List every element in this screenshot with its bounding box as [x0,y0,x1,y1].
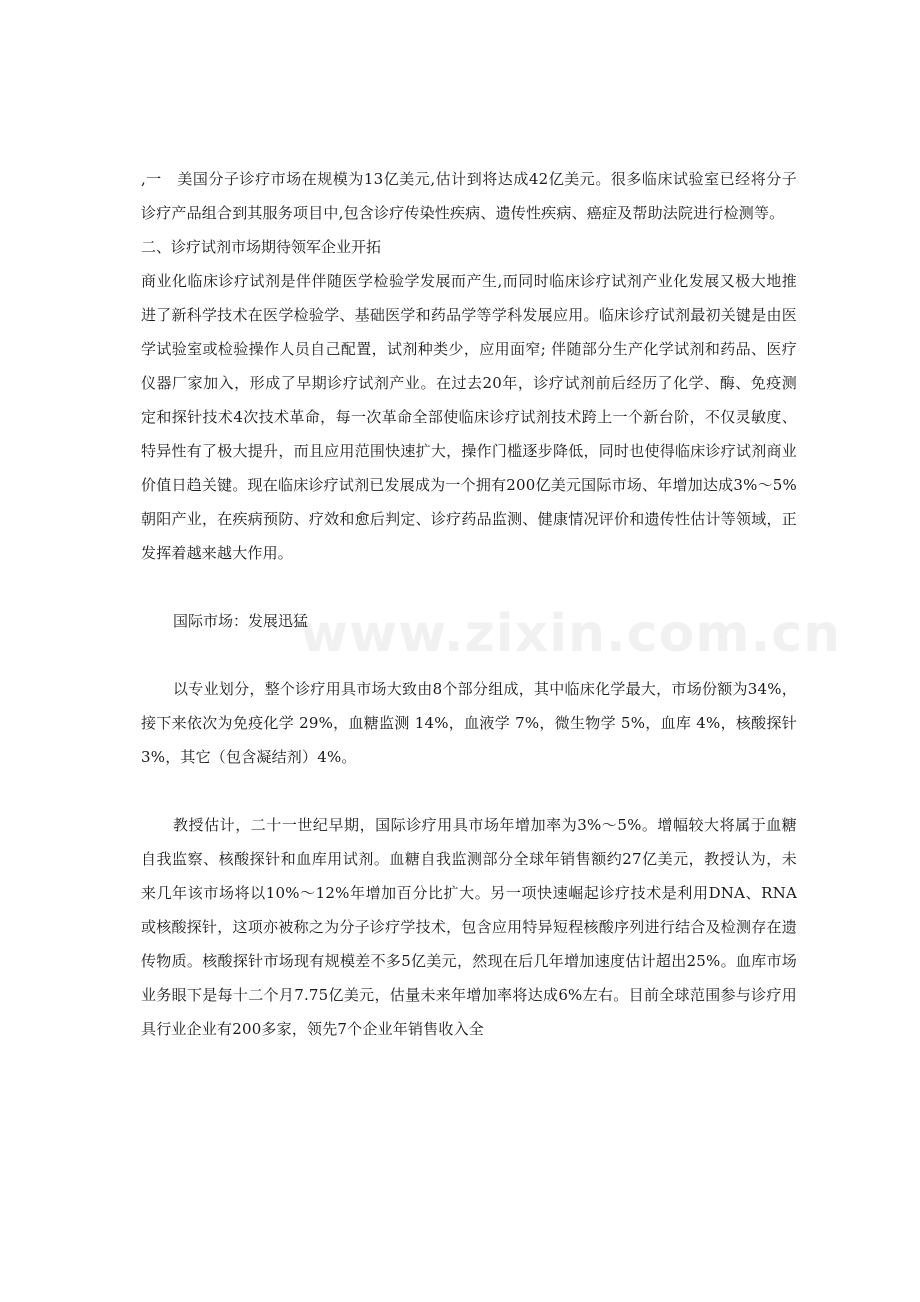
watermark: www.zixin.com.cn [300,604,842,664]
spacer [141,638,797,672]
paragraph-reagent-industry: 商业化临床诊疗试剂是伴伴随医学检验学发展而产生,而同时临床诊疗试剂产业化发展又极大地推进了新科学技术在医学检验学、基础医学和药品学等学科发展应用。临床诊疗试剂最初关键是由医学试验室或检验操作人员自己配置，试剂种类少，应用面窄; 伴随部分生产化学试剂和药品、医疗仪器厂家加入，形成了早期诊疗试剂产业。在过去20年，诊疗试剂前后经历了化学、酶、免疫测定和探针技术4次技术革命，每一次革命全部使临床诊疗试剂技术跨上一个新台阶，不仅灵敏度、特异性有了极大提升，而且应用范围快速扩大，操作门槛逐步降低，同时也使得临床诊疗试剂商业价值日趋关键。现在临床诊疗试剂已发展成为一个拥有200亿美元国际市场、年增加达成3%～5%朝阳产业，在疾病预防、疗效和愈后判定、诊疗药品监测、健康情况评价和遗传性估计等领域，正发挥着越来越大作用。 [141,272,797,562]
spacer [141,774,797,808]
paragraph-molecular-diagnostics: ,一 美国分子诊疗市场在规模为13亿美元,估计到将达成42亿美元。很多临床试验室已经将分子诊疗产品组合到其服务项目中,包含诊疗传染性疾病、遗传性疾病、癌症及帮助法院进行检测等。 [141,170,797,222]
document-body [141,162,797,1046]
section-heading-reagent-market: 二、诊疗试剂市场期待领军企业开拓 [141,238,382,256]
paragraph-market-segments: 以专业划分，整个诊疗用具市场大致由8个部分组成，其中临床化学最大，市场份额为34%，接下来依次为免疫化学 29%，血糖监测 14%，血液学 7%，微生物学 5%，血库 4%，核酸探针 3%，其它（包含凝结剂）4%。 [141,680,797,766]
paragraph-growth-estimates: 教授估计，二十一世纪早期，国际诊疗用具市场年增加率为3%～5%。增幅较大将属于血糖自我监察、核酸探针和血库用试剂。血糖自我监测部分全球年销售额约27亿美元，教授认为，未来几年该市场将以10%～12%年增加百分比扩大。另一项快速崛起诊疗技术是利用DNA、RNA或核酸探针，这项亦被称之为分子诊疗学技术，包含应用特异短程核酸序列进行结合及检测存在遗传物质。核酸探针市场现有规模差不多5亿美元，然现在后几年增加速度估计超出25%。血库市场业务眼下是每十二个月7.75亿美元，估量未来年增加率将达成6%左右。目前全球范围参与诊疗用具行业企业有200多家，领先7个企业年销售收入全 [141,816,797,1038]
section-heading-international-market: 国际市场：发展迅猛 [173,612,309,630]
spacer [141,570,797,604]
